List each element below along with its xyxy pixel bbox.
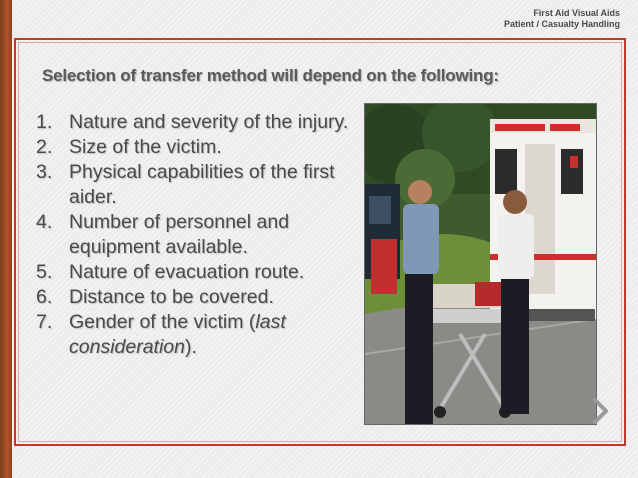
slide-header xyxy=(504,8,620,30)
list-item xyxy=(36,260,366,285)
list-item-text-before: Gender of the victim ( xyxy=(69,311,256,333)
list-item-text-after: ). xyxy=(185,336,197,358)
list-item xyxy=(36,285,366,310)
list-item-number: 6. xyxy=(36,286,53,308)
list-item-number: 2. xyxy=(36,136,53,158)
list-item-number: 1. xyxy=(36,111,53,133)
slide-heading: Selection of transfer method will depend on the following: xyxy=(42,66,499,85)
list-item-text: Nature of evacuation route. xyxy=(69,261,305,283)
header-title: First Aid Visual Aids xyxy=(533,8,620,18)
list-item-number: 7. xyxy=(36,311,53,333)
list-item-text: Distance to be covered. xyxy=(69,286,274,308)
header-subtitle: Patient / Casualty Handling xyxy=(503,19,620,29)
list-item xyxy=(36,160,366,210)
list-item xyxy=(36,110,366,135)
ambulance-stretcher-photo xyxy=(364,103,597,425)
list-item-text: Size of the victim. xyxy=(69,136,222,158)
list-item-text: Number of personnel and equipment available. xyxy=(69,211,290,258)
list-item xyxy=(36,210,366,260)
chevron-right-icon[interactable] xyxy=(592,398,610,424)
left-accent-bar xyxy=(0,0,12,478)
list-item-number: 5. xyxy=(36,261,53,283)
transfer-criteria-list xyxy=(36,110,366,360)
list-item xyxy=(36,135,366,160)
list-item-text: Nature and severity of the injury. xyxy=(69,111,349,133)
list-item xyxy=(36,310,366,360)
list-item-text: Physical capabilities of the first aider. xyxy=(69,161,335,208)
list-item-number: 3. xyxy=(36,161,53,183)
list-item-number: 4. xyxy=(36,211,53,233)
list-item-text-italic: last consideration xyxy=(69,311,286,358)
